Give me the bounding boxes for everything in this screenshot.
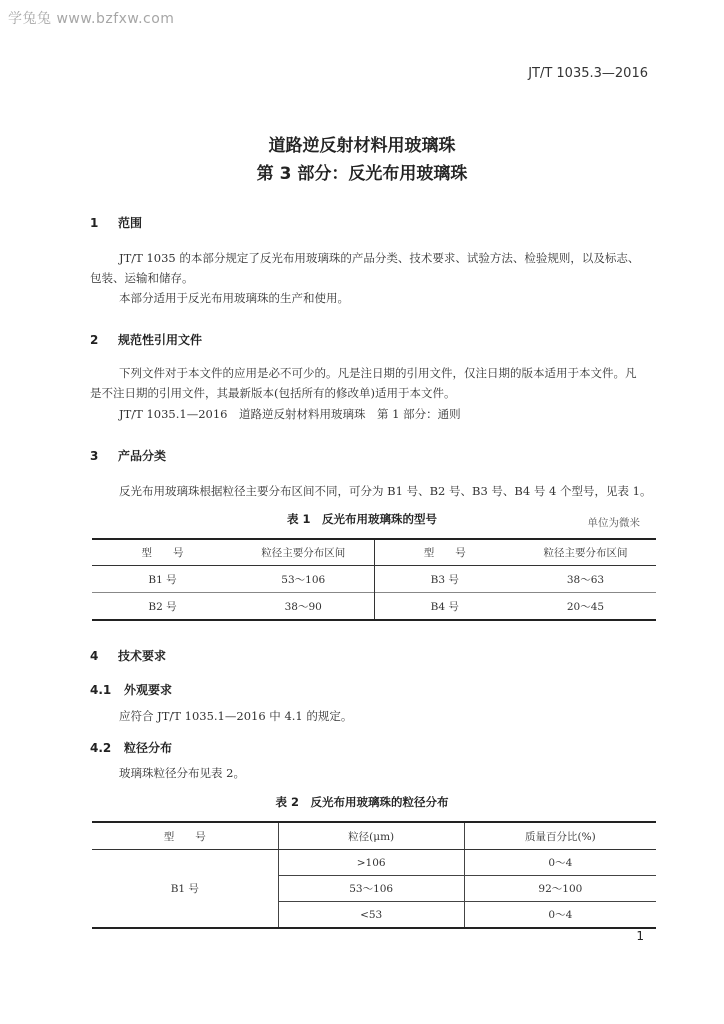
- section-heading-2: [90, 331, 202, 348]
- table-header-cell: 型 号: [92, 822, 278, 850]
- references-paragraph-1: 下列文件对于本文件的应用是必不可少的。凡是注日期的引用文件，仅注日期的版本适用于本文件。凡是不注日期的引用文件，其最新版本(包括所有的修改单)适用于本文件。: [90, 366, 637, 400]
- section-title: 产品分类: [118, 449, 167, 463]
- page-number: 1: [636, 929, 644, 943]
- section-number: 3: [90, 449, 99, 463]
- table-cell: 0～4: [548, 857, 573, 869]
- table-cell-model: B1 号: [92, 850, 278, 929]
- section-number: 4.2: [90, 741, 112, 755]
- table-cell: <53: [278, 902, 464, 929]
- table-cell: 53～106: [233, 566, 374, 593]
- table1-caption: 表 1 反光布用玻璃珠的型号: [286, 512, 437, 526]
- table-cell: B3 号: [430, 573, 459, 586]
- classification-paragraph: 反光布用玻璃珠根据粒径主要分布区间不同，可分为 B1 号、B2 号、B3 号、B4 号 4 个型号，见表 1。: [119, 484, 652, 498]
- table1-unit: 单位为微米: [587, 517, 640, 529]
- table-cell: B4 号: [374, 593, 515, 621]
- scope-paragraph-2: 本部分适用于反光布用玻璃珠的生产和使用。: [119, 291, 349, 305]
- table-cell: >106: [278, 850, 464, 876]
- section-title: 外观要求: [124, 683, 173, 697]
- table-header-cell: 粒径主要分布区间: [233, 539, 374, 566]
- table-header-row: [92, 822, 656, 850]
- table-header-cell: 型 号: [374, 539, 515, 566]
- table-cell: 0～4: [464, 902, 656, 929]
- section-number: 4: [90, 649, 99, 663]
- table-cell: B1 号: [148, 573, 177, 586]
- table-row: [92, 566, 656, 593]
- section-title: 规范性引用文件: [118, 333, 203, 347]
- table2-caption: 表 2 反光布用玻璃珠的粒径分布: [275, 795, 449, 809]
- section-title: 技术要求: [118, 649, 167, 663]
- table2: [92, 821, 656, 929]
- section-number: 4.1: [90, 683, 112, 697]
- size-distribution-paragraph: 玻璃珠粒径分布见表 2。: [119, 766, 245, 780]
- table-header-cell: 型 号: [92, 539, 233, 566]
- table-row: [92, 593, 656, 621]
- section-heading-4-1: [90, 681, 172, 698]
- section-heading-4: [90, 647, 166, 664]
- table1: [92, 538, 656, 621]
- scope-paragraph-1: JT/T 1035 的本部分规定了反光布用玻璃珠的产品分类、技术要求、试验方法、检验规则，以及标志、包装、运输和储存。: [90, 251, 640, 285]
- section-number: 2: [90, 333, 99, 347]
- table-header-row: [92, 539, 656, 566]
- table-cell: 92～100: [464, 876, 656, 902]
- references-paragraph-2: JT/T 1035.1—2016 道路逆反射材料用玻璃珠 第 1 部分：通则: [119, 407, 461, 421]
- section-heading-4-2: [90, 739, 172, 756]
- section-heading-1: [90, 214, 142, 231]
- table-row: [92, 850, 656, 876]
- table-header-cell: 质量百分比(%): [464, 822, 656, 850]
- table-cell: 53～106: [278, 876, 464, 902]
- appearance-paragraph: 应符合 JT/T 1035.1—2016 中 4.1 的规定。: [119, 709, 353, 723]
- section-number: 1: [90, 216, 99, 230]
- table-cell: 38～90: [233, 593, 374, 621]
- table-cell: B2 号: [92, 593, 233, 621]
- document-subtitle: 第 3 部分：反光布用玻璃珠: [256, 164, 468, 184]
- watermark: 学兔兔 www.bzfxw.com: [8, 11, 175, 27]
- document-title: 道路逆反射材料用玻璃珠: [268, 136, 456, 156]
- table-header-cell: 粒径主要分布区间: [515, 539, 656, 566]
- section-heading-3: [90, 447, 166, 464]
- section-title: 粒径分布: [124, 741, 173, 755]
- table-cell: 38～63: [566, 573, 605, 586]
- section-title: 范围: [118, 216, 143, 230]
- standard-number: JT/T 1035.3—2016: [528, 66, 648, 81]
- table-header-cell: 粒径(μm): [278, 822, 464, 850]
- table-cell: 20～45: [515, 593, 656, 621]
